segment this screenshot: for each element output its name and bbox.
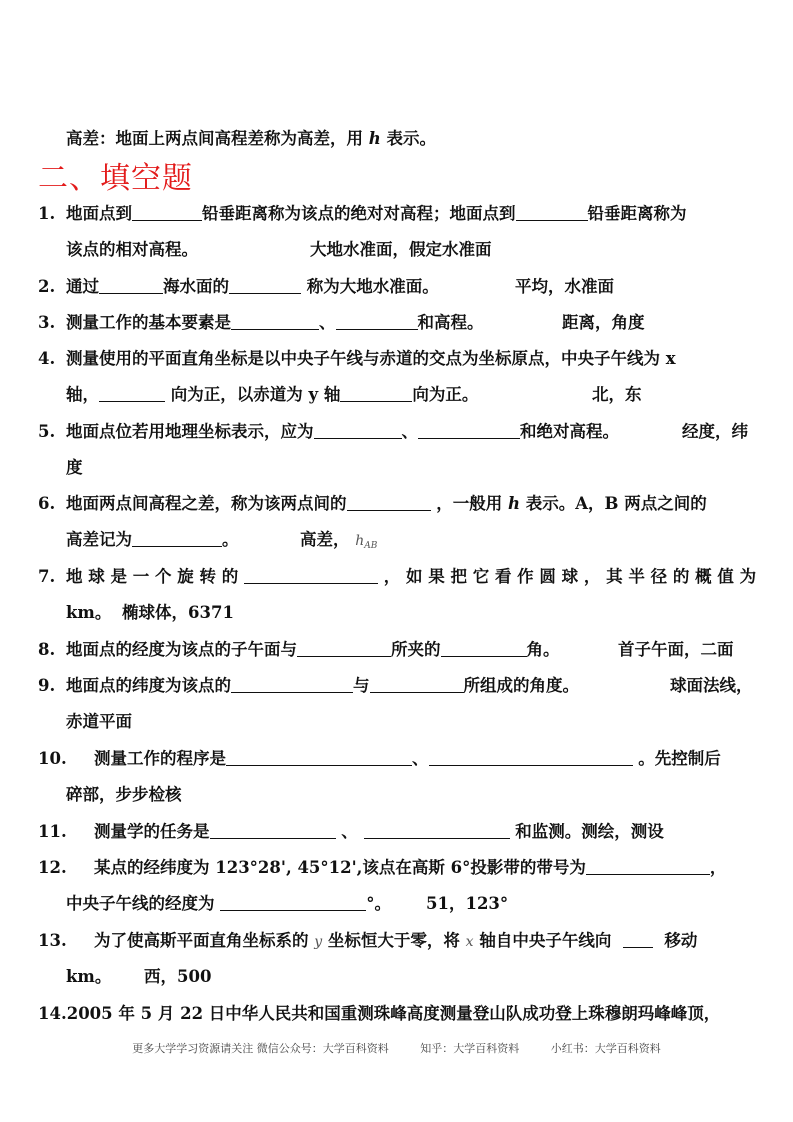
answer-blank <box>336 314 418 330</box>
section-title: 二、填空题 <box>38 161 193 196</box>
question-text: 地面两点间高程之差，称为该两点间的 <box>66 494 347 513</box>
question-text: 、 <box>412 749 429 768</box>
question-text: 中央子午线的经度为 <box>66 894 215 913</box>
question-number: 1. <box>38 204 56 223</box>
answer-blank <box>99 278 163 294</box>
page-footer <box>0 1040 793 1056</box>
question-2-answer: 平均，水准面 <box>515 277 614 296</box>
answer-blank <box>623 932 653 948</box>
question-text: °。 <box>366 894 391 913</box>
question-text: 表示。A，B 两点之间的 <box>520 494 707 513</box>
question-text: km。 <box>66 603 112 622</box>
question-text: 所夹的 <box>391 640 441 659</box>
question-number: 5. <box>38 422 56 441</box>
question-6-line-1 <box>38 494 707 514</box>
question-text: 测量工作的基本要素是 <box>66 313 231 332</box>
answer-blank <box>132 531 222 547</box>
question-12-line-2 <box>66 894 391 914</box>
question-text: 测量工作的程序是 <box>94 749 226 768</box>
question-number: 9. <box>38 676 56 695</box>
question-text: 海水面的 <box>163 277 229 296</box>
question-4-answer: 北，东 <box>592 385 642 404</box>
question-text: 地面点的经度为该点的子午面与 <box>66 640 297 659</box>
answer-blank <box>132 205 202 221</box>
question-text: 通过 <box>66 277 99 296</box>
question-3-answer: 距离，角度 <box>562 313 645 332</box>
question-text: 地面点位若用地理坐标表示，应为 <box>66 422 314 441</box>
question-text: 测量使用的平面直角坐标是以中央子午线与赤道的交点为坐标原点，中央子午线为 x <box>66 349 676 368</box>
answer-blank <box>516 205 588 221</box>
question-6-answer-text: 高差， <box>300 530 350 549</box>
intro-suffix: 表示。 <box>380 129 436 148</box>
answer-blank <box>297 641 391 657</box>
answer-blank <box>429 750 633 766</box>
question-text: 和高程。 <box>417 313 484 332</box>
question-number: 11. <box>38 822 67 841</box>
question-text: 铅垂距离称为 <box>587 204 687 223</box>
answer-blank <box>99 386 165 402</box>
answer-blank <box>220 895 366 911</box>
question-number: 3. <box>38 313 56 332</box>
answer-blank <box>364 823 510 839</box>
question-text: 某点的经纬度为 123°28', 45°12',该点在高斯 6°投影带的带号为 <box>94 858 586 877</box>
question-number: 2. <box>38 277 56 296</box>
question-text: 轴自中央子午线向 <box>473 931 612 950</box>
question-text: km。 <box>66 967 112 986</box>
question-text: 向为正，以赤道为 y 轴 <box>170 385 341 404</box>
intro-line <box>66 129 436 149</box>
question-text: 称为大地水准面。 <box>306 277 439 296</box>
question-number: 14. <box>38 1004 67 1023</box>
question-text: 该点的相对高程。 <box>66 240 198 259</box>
question-number: 4. <box>38 349 56 368</box>
x-symbol: x <box>465 934 474 950</box>
answer-blank <box>441 641 527 657</box>
h-ab-symbol: h <box>355 533 365 549</box>
footer-xiaohongshu: 小红书：大学百科资料 <box>550 1042 661 1055</box>
question-9-answer: 球面法线， <box>670 676 753 695</box>
question-text: 地面点的纬度为该点的 <box>66 676 231 695</box>
question-6-line-2 <box>66 530 239 550</box>
answer-blank <box>314 423 402 439</box>
question-1-line-2 <box>66 240 198 260</box>
question-8-answer: 首子午面，二面 <box>618 640 734 659</box>
question-13-line-1 <box>38 931 697 952</box>
question-text: 和绝对高程。 <box>520 422 619 441</box>
question-text: ，一般用 <box>436 494 508 513</box>
question-number: 13. <box>38 931 67 950</box>
question-6-answer <box>300 530 377 556</box>
question-12-answer: 51，123° <box>426 894 509 913</box>
intro-h-symbol: h <box>368 129 381 148</box>
answer-blank <box>231 677 353 693</box>
answer-blank <box>418 423 520 439</box>
question-number: 6. <box>38 494 56 513</box>
question-text: 地面点到 <box>66 204 132 223</box>
question-4-line-2 <box>66 385 478 405</box>
question-9-line-1 <box>38 676 579 696</box>
y-symbol: y <box>314 934 323 950</box>
question-number: 8. <box>38 640 56 659</box>
question-5-line-1 <box>38 422 619 442</box>
question-text: 测量学的任务是 <box>94 822 210 841</box>
question-14-line-1 <box>38 1004 720 1024</box>
question-text: 所组成的角度。 <box>463 676 579 695</box>
question-text: 轴， <box>66 385 99 404</box>
question-text: 坐标恒大于零，将 <box>322 931 466 950</box>
question-5-answer: 经度，纬 <box>682 422 748 441</box>
question-1-line-1 <box>38 204 687 224</box>
question-10-line-2: 碎部，步步检核 <box>66 785 182 804</box>
intro-prefix: 高差：地面上两点间高程差称为高差，用 <box>66 129 369 148</box>
answer-blank <box>231 314 319 330</box>
question-7-line-2 <box>66 603 111 623</box>
question-text: 、 <box>319 313 336 332</box>
question-11-line-1 <box>38 822 664 842</box>
answer-blank <box>226 750 412 766</box>
question-12-line-1 <box>38 858 726 878</box>
question-text: 、 <box>341 822 358 841</box>
footer-zhihu: 知乎：大学百科资料 <box>420 1042 520 1055</box>
question-text: 地 球 是 一 个 旋 转 的 <box>66 567 239 586</box>
question-number: 12. <box>38 858 67 877</box>
question-1-answer: 大地水准面，假定水准面 <box>310 240 492 259</box>
answer-blank <box>229 278 301 294</box>
answer-blank <box>347 495 431 511</box>
question-text: 角。 <box>526 640 560 659</box>
question-2-line-1 <box>38 277 439 297</box>
answer-blank <box>586 859 710 875</box>
question-text: 移动 <box>664 931 698 950</box>
answer-blank <box>210 823 336 839</box>
question-text: 向为正。 <box>412 385 479 404</box>
question-text: 和监测。测绘，测设 <box>515 822 664 841</box>
question-text: 铅垂距离称为该点的绝对对高程；地面点到 <box>202 204 516 223</box>
question-text: 高差记为 <box>66 530 132 549</box>
question-text: 。先控制后 <box>638 749 721 768</box>
h-symbol: h <box>508 494 520 513</box>
question-13-answer: 西，500 <box>144 967 212 986</box>
question-8-line-1 <box>38 640 560 660</box>
question-text: 2005 年 5 月 22 日中华人民共和国重测珠峰高度测量登山队成功登上珠穆朗玛峰峰顶， <box>66 1004 721 1023</box>
question-9-answer-cont: 赤道平面 <box>66 712 132 731</box>
question-7-line-1 <box>38 567 756 587</box>
question-text: ， <box>709 858 727 877</box>
question-number: 7. <box>38 567 56 586</box>
answer-blank <box>340 386 412 402</box>
h-ab-subscript: AB <box>364 541 378 551</box>
question-13-line-2 <box>66 967 111 987</box>
footer-wechat: 更多大学学习资源请关注 微信公众号：大学百科资料 <box>132 1042 389 1055</box>
question-5-answer-cont: 度 <box>66 458 83 477</box>
question-7-answer: 椭球体，6371 <box>122 603 234 622</box>
question-text: 与 <box>353 676 370 695</box>
question-text: 为了使高斯平面直角坐标系的 <box>94 931 315 950</box>
question-text: 、 <box>401 422 418 441</box>
answer-blank <box>370 677 464 693</box>
question-3-line-1 <box>38 313 484 333</box>
answer-blank <box>244 568 378 584</box>
question-4-line-1 <box>38 349 676 369</box>
question-number: 10. <box>38 749 67 768</box>
question-10-line-1 <box>38 749 721 769</box>
question-text: ， 如 果 把 它 看 作 圆 球 ， 其 半 径 的 概 值 为 <box>383 567 757 586</box>
question-text: 。 <box>222 530 239 549</box>
